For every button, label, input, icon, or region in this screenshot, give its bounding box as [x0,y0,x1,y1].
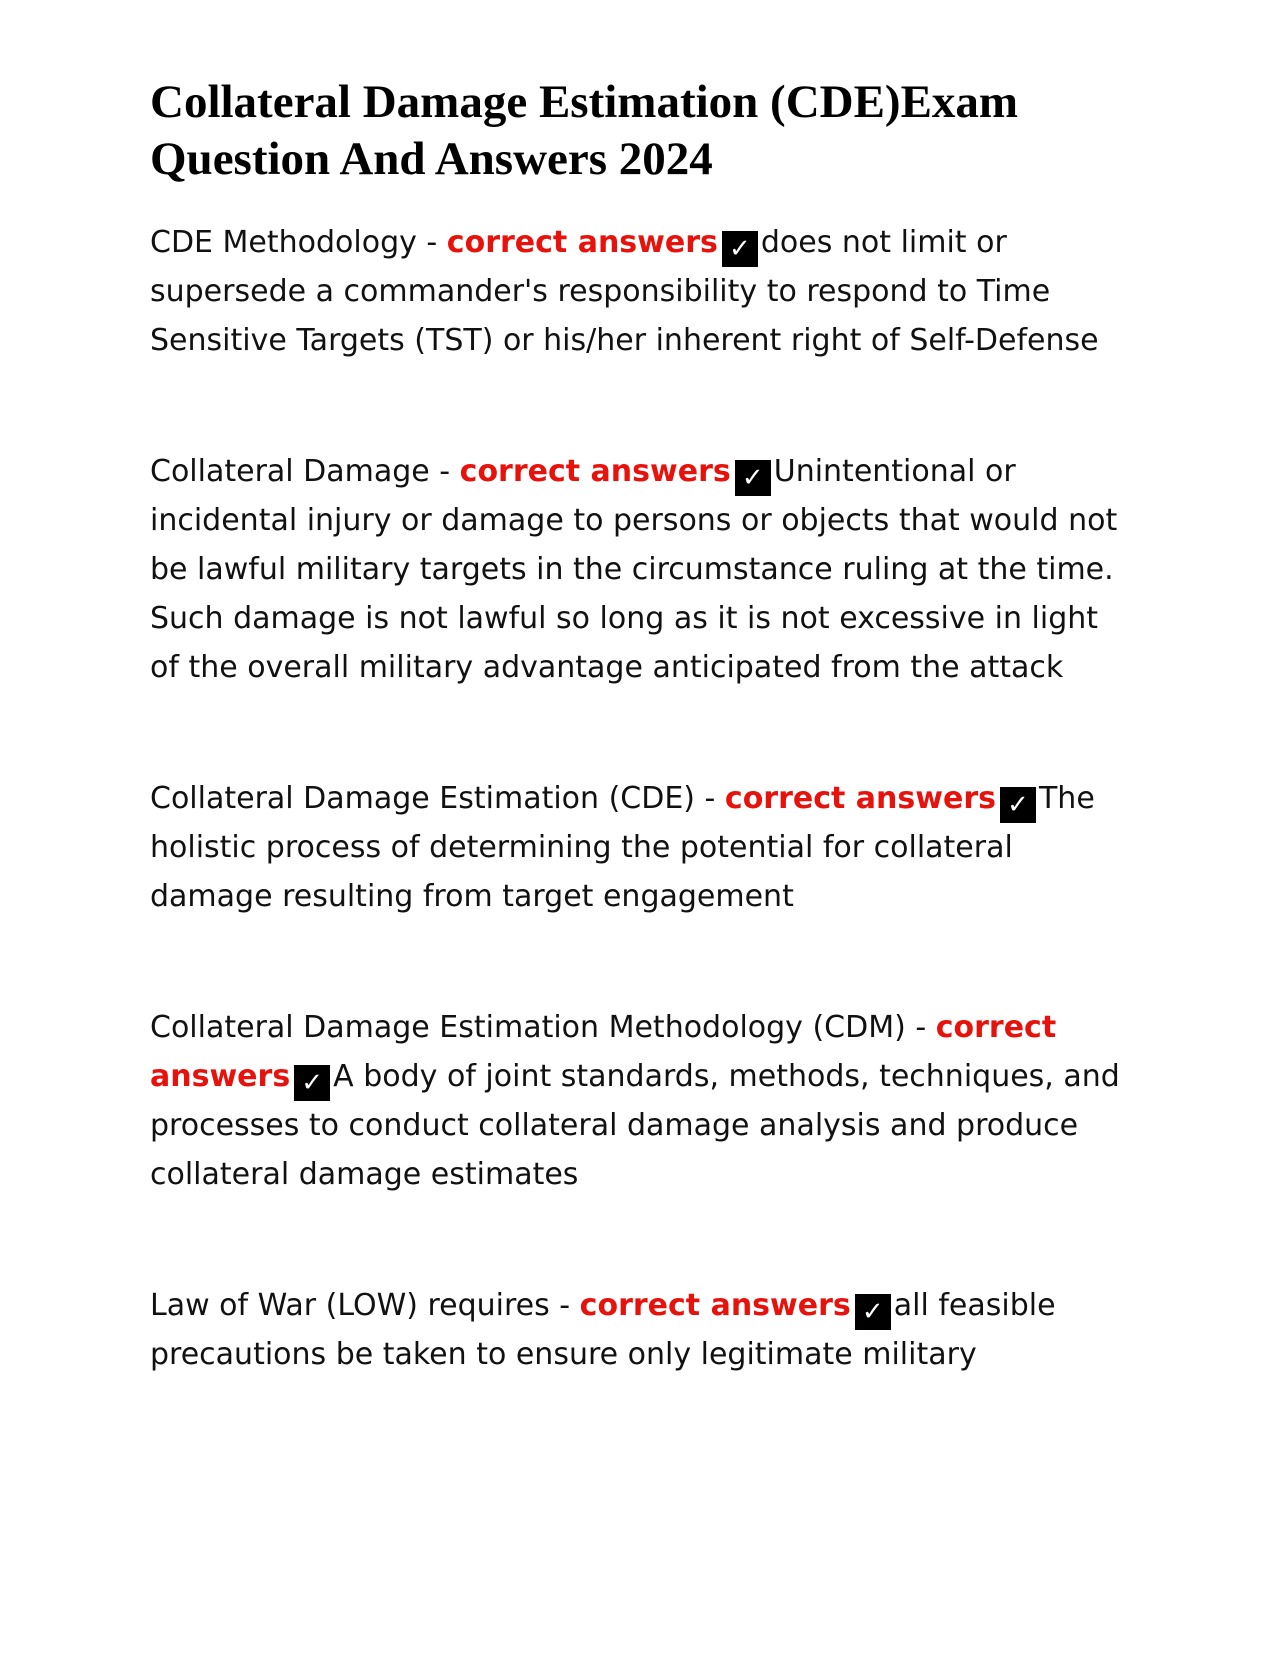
qa-answer: The holistic process of determining the potential for collateral damage resulting from target engagement [150,781,1095,914]
qa-entry-3 [150,774,1130,921]
qa-term: CDE Methodology - [150,225,447,260]
qa-entry-2 [150,447,1130,692]
correct-answers-label: correct answers [724,781,996,816]
qa-answer: all feasible precautions be taken to ensure only legitimate military [150,1288,1056,1372]
qa-term: Law of War (LOW) requires - [150,1288,580,1323]
correct-answers-label: correct answers [446,225,718,260]
qa-entry-1 [150,218,1130,365]
qa-entry-4 [150,1003,1130,1199]
checkmark-icon: ✓ [722,231,758,267]
checkmark-icon: ✓ [855,1294,891,1330]
qa-entry-5 [150,1281,1130,1379]
qa-answer: Unintentional or incidental injury or damage to persons or objects that would not be lawful military targets in the circumstance ruling at the time. Such damage is not lawful so long as it is not excessive in light of the overall military advantage anticipated from the attack [150,454,1118,685]
correct-answers-label: correct answers [459,454,731,489]
checkmark-icon: ✓ [1000,787,1036,823]
qa-answer: does not limit or supersede a commander's responsibility to respond to Time Sensitive Targets (TST) or his/her inherent right of Self-Defense [150,225,1099,358]
document-title: Collateral Damage Estimation (CDE)Exam Question And Answers 2024 [150,76,1019,185]
qa-term: Collateral Damage - [150,454,460,489]
qa-term: Collateral Damage Estimation Methodology (CDM) - [150,1010,936,1045]
correct-answers-label: correct answers [150,1010,1057,1094]
checkmark-icon: ✓ [735,460,771,496]
checkmark-icon: ✓ [294,1065,330,1101]
document-page [150,74,1130,1461]
qa-term: Collateral Damage Estimation (CDE) - [150,781,725,816]
qa-answer: A body of joint standards, methods, techniques, and processes to conduct collateral damage analysis and produce collateral damage estimates [150,1059,1120,1192]
correct-answers-label: correct answers [579,1288,851,1323]
